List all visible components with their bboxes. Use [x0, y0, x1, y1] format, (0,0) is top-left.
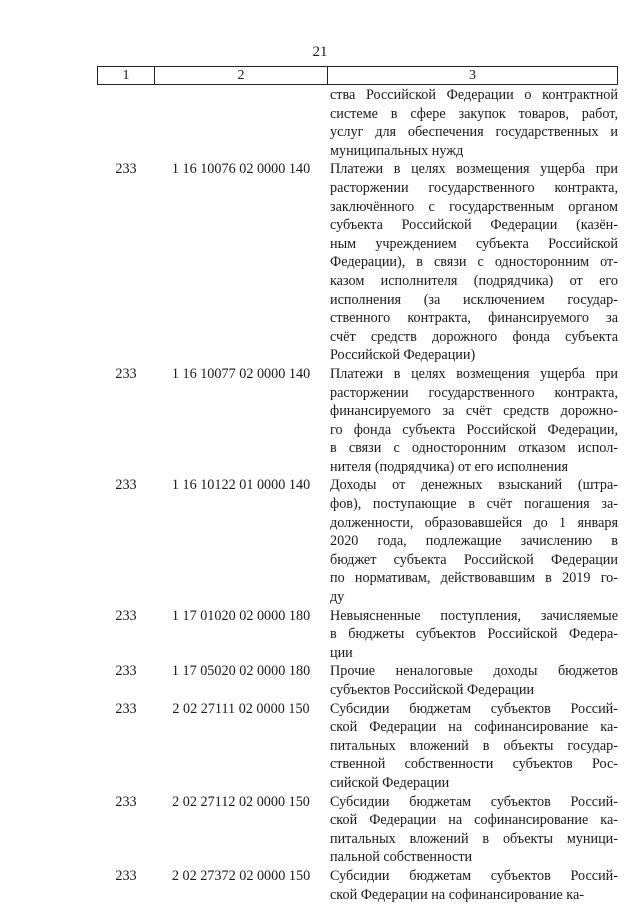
admin-code-cell: 233: [115, 477, 137, 494]
description-cell: [327, 793, 618, 867]
description-line: муниципальных нужд: [330, 142, 464, 159]
column-header-3: 3: [469, 67, 476, 83]
description-line: питальных вложений в объекты государ-: [330, 737, 618, 754]
description-cell: [327, 365, 618, 477]
description-line: ду: [330, 589, 345, 606]
description-line: в связи с односторонним отказом испол-: [330, 440, 618, 457]
description-line: Доходы от денежных взысканий (штра-: [330, 477, 618, 494]
income-code-cell: 2 02 27111 02 0000 150: [172, 700, 310, 717]
admin-code-cell: 233: [115, 700, 137, 717]
income-code-cell: 1 16 10077 02 0000 140: [171, 365, 311, 382]
description-line: Платежи в целях возмещения ущерба при: [330, 161, 618, 178]
description-line: ской Федерации на софинансирование ка-: [330, 812, 618, 829]
description-cell: [327, 476, 618, 606]
table-row: [97, 607, 618, 663]
description-line: нителя (подрядчика) от его исполнения: [330, 458, 568, 475]
table-row: [97, 662, 618, 699]
description-line: Невыясненные поступления, зачисляемые: [330, 607, 618, 624]
description-line: ным учреждением субъекта Российской: [330, 235, 618, 252]
income-code-cell: 1 16 10122 01 0000 140: [171, 477, 311, 494]
description-line: ции: [330, 644, 353, 661]
description-line: 2020 года, подлежащие зачислению в: [330, 533, 618, 550]
description-line: ской Федерации на софинансирование ка-: [330, 719, 618, 736]
description-line: Прочие неналоговые доходы бюджетов: [330, 663, 618, 680]
description-line: субъектов Российской Федерации: [330, 682, 535, 698]
table-row: [97, 365, 618, 477]
description-line: сийской Федерации: [330, 774, 450, 791]
description-line: пальной собственности: [330, 849, 473, 866]
description-line: Субсидии бюджетам субъектов Россий-: [330, 867, 618, 884]
description-line: долженности, образовавшейся до 1 января: [330, 514, 618, 531]
table-header-row: [97, 66, 618, 85]
admin-code-cell: [97, 86, 155, 160]
description-line: услуг для обеспечения государственных и: [330, 124, 618, 141]
description-line: го фонда субъекта Российской Федерации,: [330, 421, 618, 438]
admin-code-cell: 233: [115, 161, 137, 178]
description-line: расторжении государственного контракта,: [330, 179, 618, 196]
description-line: исполнения (за исключением государ-: [330, 291, 618, 308]
description-cell: [327, 160, 618, 365]
income-code-cell: 1 17 05020 02 0000 180: [171, 663, 311, 680]
description-line: фов), поступающие в счёт погашения за-: [330, 496, 618, 513]
description-line: ской Федерации на софинансирование ка-: [330, 886, 584, 903]
description-cell: [327, 86, 618, 160]
description-cell: [327, 607, 618, 663]
income-code-cell: 1 16 10076 02 0000 140: [171, 161, 311, 178]
description-line: Платежи в целях возмещения ущерба при: [330, 365, 618, 382]
description-line: счёт средств дорожного фонда субъекта: [330, 328, 618, 345]
description-line: Субсидии бюджетам субъектов Россий-: [330, 700, 618, 717]
admin-code-cell: 233: [115, 867, 137, 884]
table-row: [97, 867, 618, 904]
description-line: Федерации), в связи с односторонним от-: [330, 254, 618, 271]
income-code-cell: 1 17 01020 02 0000 180: [171, 607, 311, 624]
income-code-cell: [155, 86, 327, 160]
income-code-cell: 2 02 27112 02 0000 150: [172, 793, 310, 810]
column-header-1: 1: [98, 67, 155, 84]
description-line: в бюджеты субъектов Российской Федера-: [330, 626, 618, 643]
table-row: [97, 793, 618, 867]
admin-code-cell: 233: [115, 365, 137, 382]
table-row: [97, 700, 618, 793]
description-line: ственной собственности субъектов Рос-: [330, 756, 618, 773]
table-row: [97, 476, 618, 606]
description-line: системе в сфере закупок товаров, работ,: [330, 105, 618, 122]
admin-code-cell: 233: [115, 793, 137, 810]
description-line: по нормативам, действовавшим в 2019 го-: [330, 570, 618, 587]
description-line: финансируемого за счёт средств дорожно-: [330, 403, 618, 420]
admin-code-cell: 233: [115, 607, 137, 624]
description-line: питальных вложений в объекты муници-: [330, 830, 618, 847]
table-row: [97, 160, 618, 365]
column-header-2: 2: [155, 67, 328, 84]
page-number: 21: [312, 44, 328, 60]
description-line: Субсидии бюджетам субъектов Россий-: [330, 793, 618, 810]
description-line: Российской Федерации): [330, 347, 476, 364]
description-line: бюджет субъекта Российской Федерации: [330, 551, 618, 568]
description-line: субъекта Российской Федерации (казён-: [330, 217, 618, 234]
description-cell: [327, 700, 618, 793]
description-cell: [327, 867, 618, 904]
description-cell: [327, 662, 618, 699]
admin-code-cell: 233: [115, 663, 137, 680]
description-line: расторжении государственного контракта,: [330, 384, 618, 401]
income-code-cell: 2 02 27372 02 0000 150: [171, 867, 311, 884]
table-row: [97, 86, 618, 160]
table-body: [97, 86, 618, 904]
description-line: ства Российской Федерации о контрактной: [330, 87, 618, 103]
description-line: ственного контракта, финансируемого за: [330, 310, 618, 327]
description-line: заключённого с государственным органом: [330, 198, 618, 215]
description-line: казом исполнителя (подрядчика) от его: [330, 272, 618, 289]
